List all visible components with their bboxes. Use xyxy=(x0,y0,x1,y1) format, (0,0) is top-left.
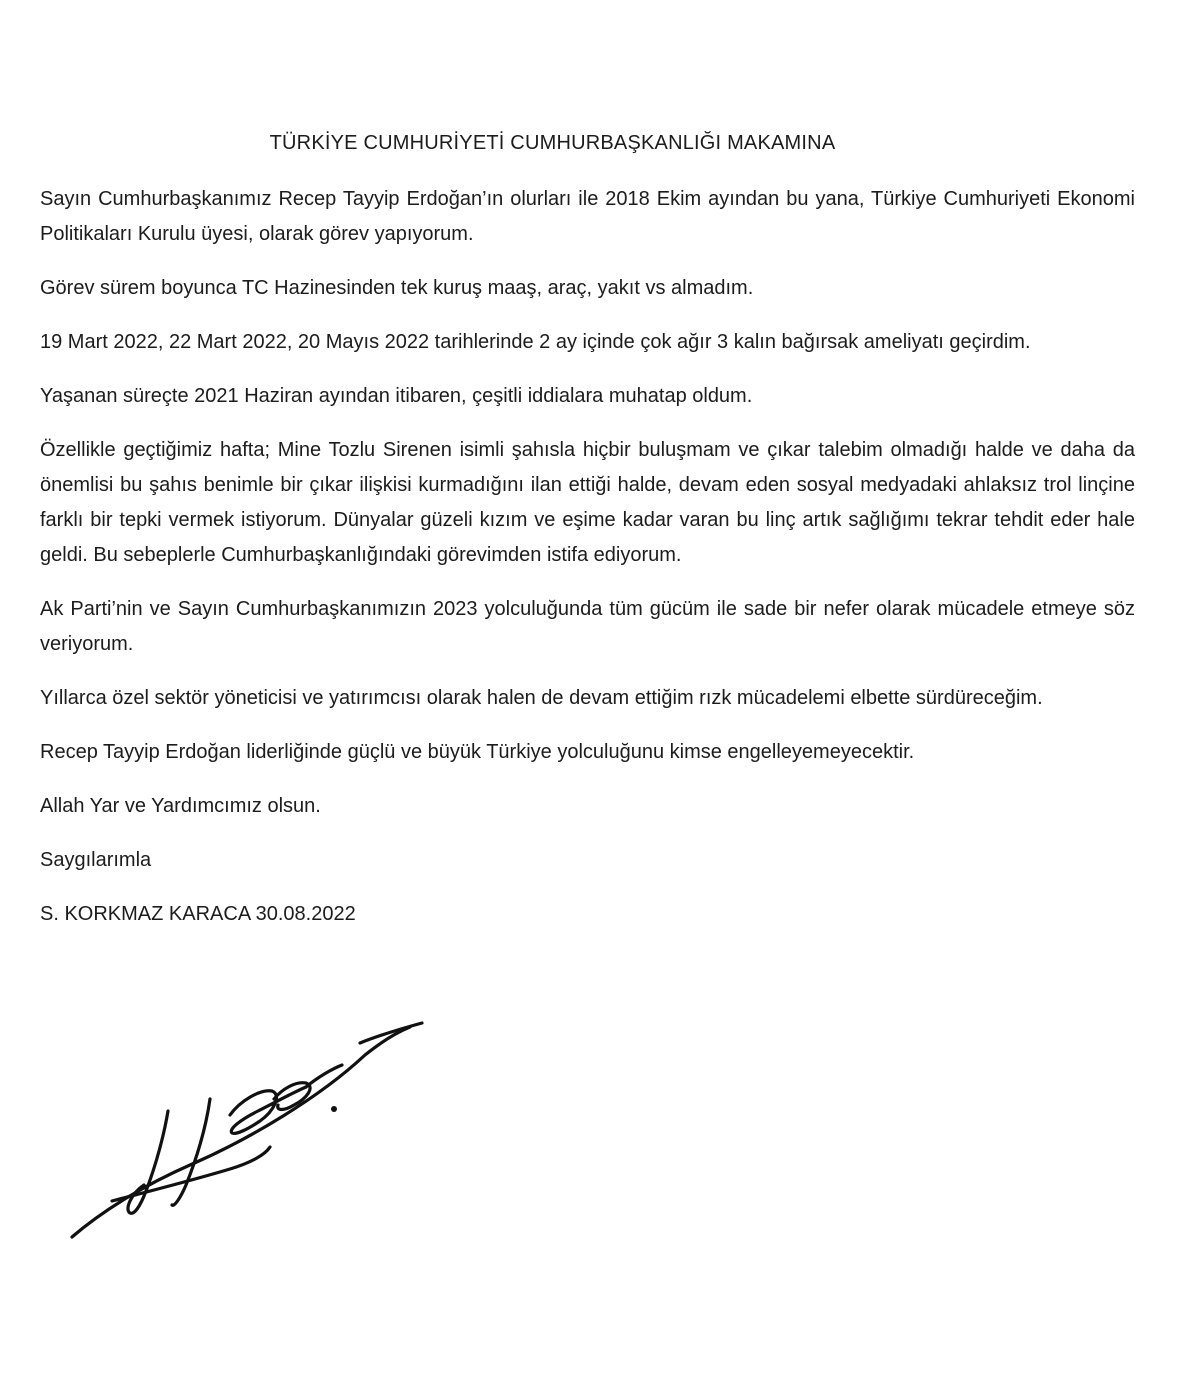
paragraph-private-sector: Yıllarca özel sektör yöneticisi ve yatırımcısı olarak halen de devam ettiğim rızk mücadelemi elbette sürdüreceğim. xyxy=(40,687,1043,709)
letter-body xyxy=(40,182,1135,951)
handwritten-signature xyxy=(60,1015,440,1255)
paragraph-surgery: 19 Mart 2022, 22 Mart 2022, 20 Mayıs 2022 tarihlerinde 2 ay içinde çok ağır 3 kalın bağırsak ameliyatı geçirdim. xyxy=(40,331,1031,353)
paragraph-position: Sayın Cumhurbaşkanımız Recep Tayyip Erdoğan’ın olurları ile 2018 Ekim ayından bu yana, Türkiye Cumhuriyeti Ekonomi Politikaları Kurulu üyesi, olarak görev yapıyorum. xyxy=(40,188,1135,245)
letter-title: TÜRKİYE CUMHURİYETİ CUMHURBAŞKANLIĞI MAKAMINA xyxy=(269,132,836,154)
paragraph-allegations: Yaşanan süreçte 2021 Haziran ayından itibaren, çeşitli iddialara muhatap oldum. xyxy=(40,385,753,407)
paragraph-no-salary: Görev sürem boyunca TC Hazinesinden tek kuruş maaş, araç, yakıt vs almadım. xyxy=(40,277,754,299)
signer-name-date: S. KORKMAZ KARACA 30.08.2022 xyxy=(40,903,356,925)
paragraph-leadership: Recep Tayyip Erdoğan liderliğinde güçlü ve büyük Türkiye yolculuğunu kimse engelleyemeyecektir. xyxy=(40,741,915,763)
paragraph-commitment: Ak Parti’nin ve Sayın Cumhurbaşkanımızın 2023 yolculuğunda tüm gücüm ile sade bir nefer olarak mücadele etmeye söz veriyorum. xyxy=(40,598,1135,655)
closing-salutation: Saygılarımla xyxy=(40,849,152,871)
paragraph-blessing: Allah Yar ve Yardımcımız olsun. xyxy=(40,795,321,817)
paragraph-resignation: Özellikle geçtiğimiz hafta; Mine Tozlu Sirenen isimli şahısla hiçbir buluşmam ve çıkar talebim olmadığı halde ve daha da önemlisi bu şahıs benimle bir çıkar ilişkisi kurmadığını ilan ettiği halde, devam eden sosyal medyadaki ahlaksız trol linçine farklı bir tepki vermek istiyorum. Dünyalar güzeli kızım ve eşime kadar varan bu linç artık sağlığımı tekrar tehdit eder hale geldi. Bu sebeplerle Cumhurbaşkanlığındaki görevimden istifa ediyorum. xyxy=(40,439,1135,566)
